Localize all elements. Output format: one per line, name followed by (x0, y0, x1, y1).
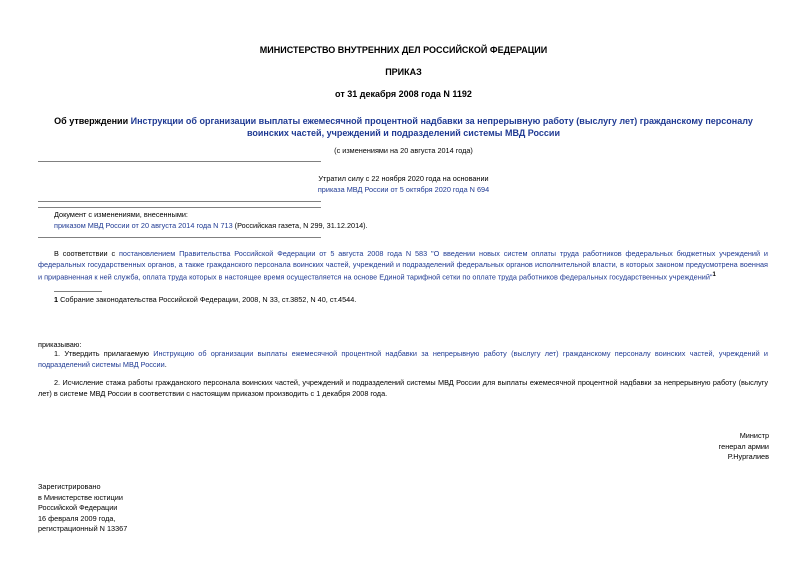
doc-date: от 31 декабря 2008 года N 1192 (335, 89, 472, 99)
registration-line: Российской Федерации (38, 503, 118, 512)
divider (38, 237, 321, 238)
footnote-text: Собрание законодательства Российской Федерации, 2008, N 33, ст.3852, N 40, ст.4544. (58, 295, 357, 304)
ministry-title: МИНИСТЕРСТВО ВНУТРЕННИХ ДЕЛ РОССИЙСКОЙ ФЕДЕРАЦИИ (259, 45, 548, 55)
registration-line: регистрационный N 13367 (38, 524, 128, 533)
signer-rank: генерал армии (718, 441, 769, 451)
signature-block (620, 431, 769, 463)
registration-line: 16 февраля 2009 года, (38, 513, 116, 523)
footnote-marker: 1 (712, 272, 716, 278)
changes-label: Документ с изменениями, внесенными: (54, 210, 188, 219)
order-item-1 (38, 349, 768, 370)
status-block (280, 174, 527, 195)
changes-block (54, 210, 374, 231)
footnote-mark: 1 (54, 295, 59, 304)
registration-block (38, 482, 238, 535)
footnote (54, 295, 554, 306)
doc-type: ПРИКАЗ (385, 67, 422, 77)
signer-name: Р.Нургалиев (727, 452, 769, 461)
title-prefix: Об утверждении (54, 116, 131, 126)
status-link[interactable]: приказа МВД России от 5 октября 2020 года N 694 (317, 184, 490, 194)
registration-line: Зарегистрировано (38, 482, 101, 491)
status-line: Утратил силу с 22 ноября 2020 года на основании (318, 174, 489, 183)
order-item-2: 2. Исчисление стажа работы гражданского персонала воинских частей, учреждений и подразделений системы МВД России для выплаты ежемесячной процентной надбавки за непрерывную работу (выслугу лет) в системе МВД России в соответствии с настоящим приказом производить с 1 декабря 2008 года. (38, 378, 768, 398)
footnote-divider (54, 291, 102, 292)
order-verb: приказываю: (38, 340, 82, 349)
preamble-paragraph (38, 249, 768, 283)
edition-note: (с изменениями на 20 августа 2014 года) (334, 146, 473, 155)
instruction-link[interactable]: Инструкцию об организации выплаты ежемесячной процентной надбавки за непрерывную работу (выслугу лет) гражданскому персоналу воинских частей, учреждений и подразделений системы МВД России (38, 349, 768, 369)
changes-link[interactable]: приказом МВД России от 20 августа 2014 года N 713 (54, 220, 233, 230)
divider (38, 201, 321, 202)
preamble-intro: В соответствии с (54, 249, 119, 258)
registration-line: в Министерстве юстиции (38, 492, 123, 502)
item1-prefix: 1. Утвердить прилагаемую (54, 349, 154, 358)
title-link[interactable]: Инструкции об организации выплаты ежемесячной процентной надбавки за непрерывную работу (выслугу лет) гражданскому персоналу воинских частей, учреждений и подразделений системы МВД России (130, 116, 753, 138)
document-title (38, 115, 769, 139)
divider (38, 161, 321, 162)
signer-position: Министр (739, 431, 769, 440)
item1-suffix: . (164, 359, 167, 369)
changes-source: (Российская газета, N 299, 31.12.2014). (232, 220, 368, 230)
divider (38, 207, 321, 208)
preamble-link[interactable]: постановлением Правительства Российской Федерации от 5 августа 2008 года N 583 "О введении новых систем оплаты труда работников федеральных бюджетных учреждений и федеральных государственных органов, а также гражданского персонала воинских частей, учреждений и подразделений федеральных органов исполнительной власти, в которых законом предусмотрена военная и приравненная к ней служба, оплата труда которых в настоящее время осуществляется на основе Единой тарифной сетки по оплате труда работников федеральных государственных учреждений" (38, 249, 769, 282)
